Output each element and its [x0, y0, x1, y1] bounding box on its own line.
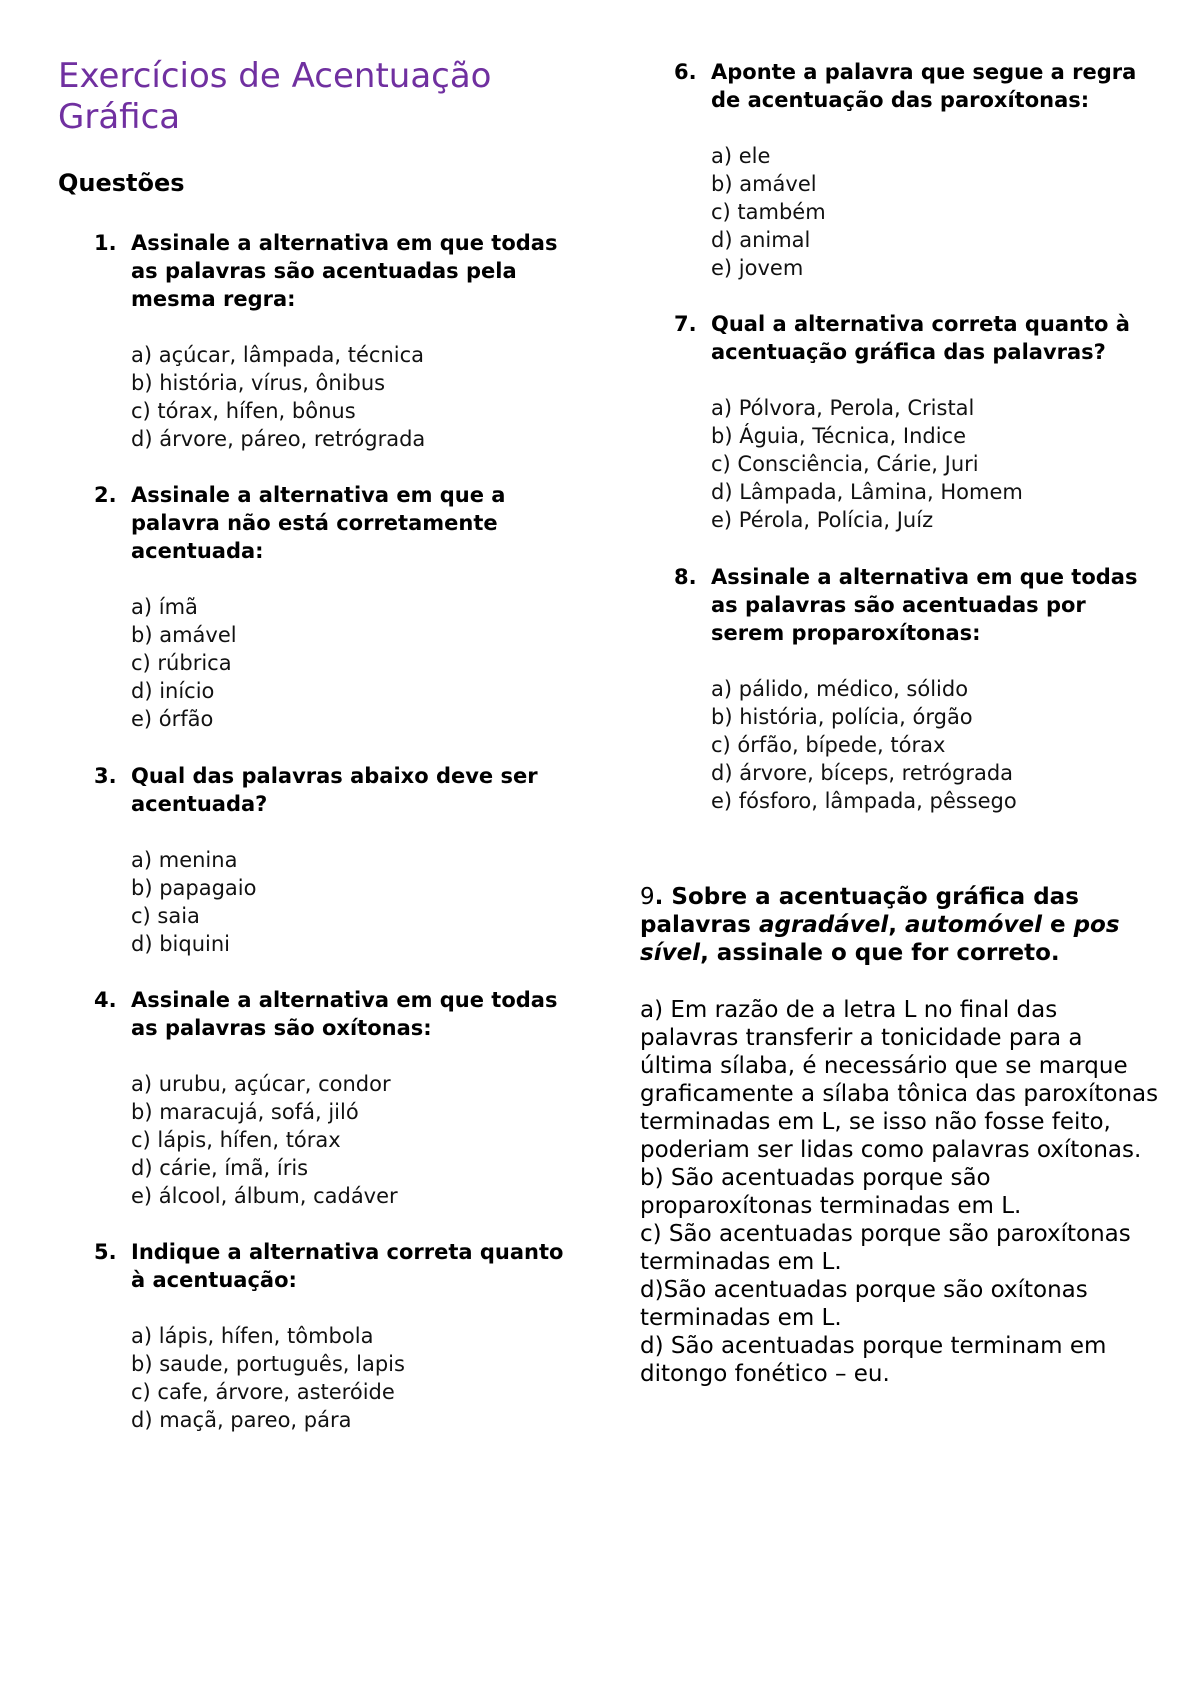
option: b) maracujá, sofá, jiló [131, 1100, 359, 1124]
question-text: Assinale a alternativa em que a palavra não está corretamente acentuada: [131, 483, 506, 563]
option: e) Pérola, Polícia, Juíz [711, 508, 934, 532]
option: e) jovem [711, 256, 804, 280]
option: b) papagaio [131, 876, 257, 900]
option-list [131, 1070, 398, 1210]
option: b) amável [131, 623, 237, 647]
option: c) lápis, hífen, tórax [131, 1128, 341, 1152]
option: d) árvore, bíceps, retrógrada [711, 761, 1014, 785]
option: d) São acentuadas porque terminam em ditongo fonético – eu. [640, 1333, 1107, 1387]
option: b) São acentuadas porque são proparoxítonas terminadas em L. [640, 1165, 1022, 1219]
option: d) maçã, pareo, pára [131, 1408, 352, 1432]
option-list [131, 341, 425, 453]
option: a) menina [131, 848, 238, 872]
option-list [711, 675, 1017, 815]
emphasized-word: pos sível [640, 912, 1120, 966]
question-text: Assinale a alternativa em que todas as palavras são acentuadas por serem proparoxítonas: [711, 565, 1138, 645]
title-part: . Sobre a acentuação gráfica das palavras [640, 884, 1079, 938]
option: b) saude, português, lapis [131, 1352, 405, 1376]
option: e) fósforo, lâmpada, pêssego [711, 789, 1017, 813]
question-text: Assinale a alternativa em que todas as palavras são oxítonas: [131, 988, 558, 1040]
option: d) cárie, ímã, íris [131, 1156, 309, 1180]
option: a) Em razão de a letra L no final das palavras transferir a tonicidade para a última sílaba, é necessário que se marque graficamente a sílaba tônica das paroxítonas terminadas em L, se isso não fosse feito, poderiam ser lidas como palavras oxítonas. [640, 997, 1159, 1163]
option: a) pálido, médico, sólido [711, 677, 969, 701]
option: b) Águia, Técnica, Indice [711, 424, 967, 448]
option: d) biquini [131, 932, 230, 956]
option: b) amável [711, 172, 817, 196]
question-number: 2. [94, 483, 117, 507]
question-number: 9 [640, 884, 655, 910]
option: c) tórax, hífen, bônus [131, 399, 356, 423]
question-number: 6. [674, 60, 697, 84]
option: a) ele [711, 144, 771, 168]
option: c) também [711, 200, 826, 224]
question-number: 8. [674, 565, 697, 589]
option: e) órfão [131, 707, 214, 731]
title-part: , assinale o que for correto. [700, 940, 1060, 966]
emphasized-word: automóvel [905, 912, 1042, 938]
option: c) São acentuadas porque são paroxítonas terminadas em L. [640, 1221, 1131, 1275]
option: d) árvore, páreo, retrógrada [131, 427, 426, 451]
option: e) álcool, álbum, cadáver [131, 1184, 398, 1208]
option: d) animal [711, 228, 811, 252]
option-list [131, 846, 256, 958]
option: a) açúcar, lâmpada, técnica [131, 343, 425, 367]
option: c) cafe, árvore, asteróide [131, 1380, 395, 1404]
option: c) rúbrica [131, 651, 232, 675]
option: a) ímã [131, 595, 198, 619]
question-text: Qual a alternativa correta quanto à acentuação gráfica das palavras? [711, 312, 1130, 364]
question-number: 3. [94, 764, 117, 788]
question-number: 1. [94, 231, 117, 255]
option: a) Pólvora, Perola, Cristal [711, 396, 975, 420]
option: a) urubu, açúcar, condor [131, 1072, 391, 1096]
question-number: 4. [94, 988, 117, 1012]
question-number: 5. [94, 1240, 117, 1264]
separator: , [888, 912, 906, 938]
option-list [711, 394, 1023, 534]
question-9 [640, 883, 1160, 1388]
option-list [131, 593, 237, 733]
page-title: Exercícios de Acentuação Gráfica [58, 56, 492, 137]
option: c) saia [131, 904, 200, 928]
question-text: Assinale a alternativa em que todas as palavras são acentuadas pela mesma regra: [131, 231, 558, 311]
question-text: Qual das palavras abaixo deve ser acentuada? [131, 764, 538, 816]
section-heading: Questões [58, 169, 185, 197]
separator: e [1041, 912, 1074, 938]
question-number: 7. [674, 312, 697, 336]
option: b) história, polícia, órgão [711, 705, 973, 729]
emphasized-word: agradável [758, 912, 889, 938]
option-list [711, 142, 826, 282]
option-list [131, 1322, 405, 1434]
question-text: Indique a alternativa correta quanto à acentuação: [131, 1240, 564, 1292]
option: d)São acentuadas porque são oxítonas terminadas em L. [640, 1277, 1088, 1331]
option: b) história, vírus, ônibus [131, 371, 386, 395]
option: a) lápis, hífen, tômbola [131, 1324, 374, 1348]
option-list [640, 996, 1160, 1388]
option: d) Lâmpada, Lâmina, Homem [711, 480, 1023, 504]
option: c) Consciência, Cárie, Juri [711, 452, 979, 476]
question-text: Aponte a palavra que segue a regra de acentuação das paroxítonas: [711, 60, 1137, 112]
question-text [640, 883, 1160, 967]
option: c) órfão, bípede, tórax [711, 733, 946, 757]
option: d) início [131, 679, 215, 703]
